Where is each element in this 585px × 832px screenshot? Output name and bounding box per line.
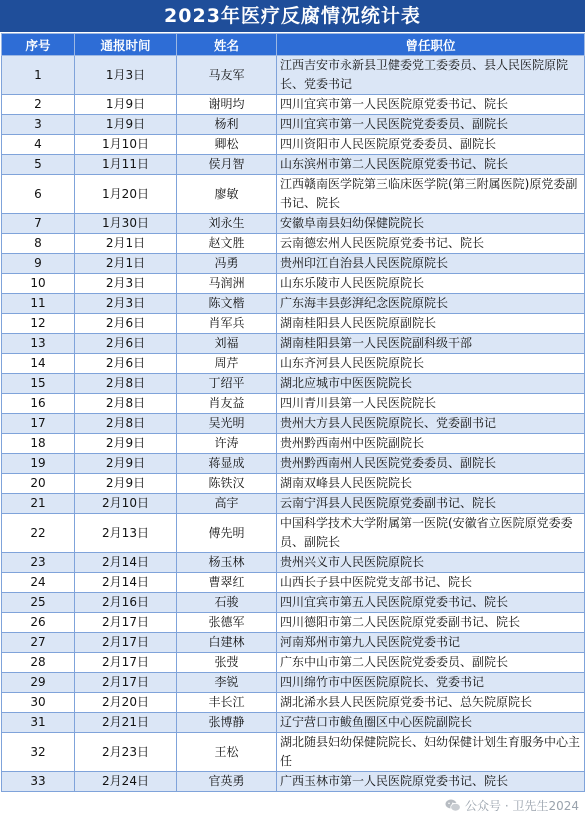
row-name: 张德军 [177, 613, 277, 633]
table-row [2, 274, 585, 294]
row-date: 2月23日 [75, 733, 177, 772]
row-date: 2月16日 [75, 593, 177, 613]
row-position: 贵州兴义市人民医院原院长 [277, 553, 585, 573]
row-date: 1月9日 [75, 95, 177, 115]
table-row [2, 354, 585, 374]
row-date: 2月21日 [75, 713, 177, 733]
row-index: 7 [2, 214, 75, 234]
table-row [2, 593, 585, 613]
row-index: 1 [2, 56, 75, 95]
row-date: 2月13日 [75, 514, 177, 553]
row-name: 杨利 [177, 115, 277, 135]
table-row [2, 514, 585, 553]
row-index: 25 [2, 593, 75, 613]
row-index: 20 [2, 474, 75, 494]
row-index: 30 [2, 693, 75, 713]
row-index: 26 [2, 613, 75, 633]
row-position: 湖北应城市中医医院院长 [277, 374, 585, 394]
row-date: 2月24日 [75, 772, 177, 792]
row-name: 谢明均 [177, 95, 277, 115]
row-name: 肖军兵 [177, 314, 277, 334]
row-position: 贵州黔西南州人民医院党委委员、副院长 [277, 454, 585, 474]
row-position: 广东中山市第二人民医院党委委员、副院长 [277, 653, 585, 673]
row-index: 29 [2, 673, 75, 693]
row-name: 傅先明 [177, 514, 277, 553]
row-position: 江西赣南医学院第三临床医学院(第三附属医院)原党委副书记、院长 [277, 175, 585, 214]
row-index: 23 [2, 553, 75, 573]
row-index: 5 [2, 155, 75, 175]
row-name: 陈铁汉 [177, 474, 277, 494]
row-date: 1月10日 [75, 135, 177, 155]
header-position: 曾任职位 [277, 34, 585, 56]
row-name: 吴光明 [177, 414, 277, 434]
table-row [2, 633, 585, 653]
row-position: 贵州黔西南州中医院副院长 [277, 434, 585, 454]
row-position: 四川德阳市第二人民医院原党委副书记、院长 [277, 613, 585, 633]
row-date: 2月3日 [75, 274, 177, 294]
table-row [2, 693, 585, 713]
row-index: 21 [2, 494, 75, 514]
row-index: 6 [2, 175, 75, 214]
table-row [2, 673, 585, 693]
header-row [2, 34, 585, 56]
table-row [2, 474, 585, 494]
row-date: 2月17日 [75, 613, 177, 633]
row-date: 2月17日 [75, 653, 177, 673]
table-row [2, 135, 585, 155]
row-index: 9 [2, 254, 75, 274]
row-index: 12 [2, 314, 75, 334]
row-position: 辽宁营口市鲅鱼圈区中心医院副院长 [277, 713, 585, 733]
table-row [2, 234, 585, 254]
row-index: 32 [2, 733, 75, 772]
row-position: 湖北随县妇幼保健院院长、妇幼保健计划生育服务中心主任 [277, 733, 585, 772]
row-date: 2月14日 [75, 573, 177, 593]
row-index: 16 [2, 394, 75, 414]
table-row [2, 214, 585, 234]
row-date: 2月6日 [75, 354, 177, 374]
row-index: 22 [2, 514, 75, 553]
row-name: 蒋显成 [177, 454, 277, 474]
row-date: 2月17日 [75, 633, 177, 653]
row-position: 山东乐陵市人民医院原院长 [277, 274, 585, 294]
row-position: 贵州印江自治县人民医院原院长 [277, 254, 585, 274]
row-name: 肖友益 [177, 394, 277, 414]
table-row [2, 294, 585, 314]
row-name: 张博静 [177, 713, 277, 733]
row-position: 四川资阳市人民医院原党委委员、副院长 [277, 135, 585, 155]
header-name: 姓名 [177, 34, 277, 56]
row-position: 湖南桂阳县第一人民医院副科级干部 [277, 334, 585, 354]
row-position: 广西玉林市第一人民医院原党委书记、院长 [277, 772, 585, 792]
row-name: 侯月智 [177, 155, 277, 175]
row-index: 15 [2, 374, 75, 394]
row-position: 安徽阜南县妇幼保健院院长 [277, 214, 585, 234]
row-date: 2月1日 [75, 234, 177, 254]
table-row [2, 653, 585, 673]
row-index: 2 [2, 95, 75, 115]
table-row [2, 155, 585, 175]
row-index: 14 [2, 354, 75, 374]
table-row [2, 553, 585, 573]
row-position: 四川青川县第一人民医院院长 [277, 394, 585, 414]
row-position: 湖南桂阳县人民医院原副院长 [277, 314, 585, 334]
row-position: 湖北浠水县人民医院原党委书记、总矢院原院长 [277, 693, 585, 713]
row-position: 广东海丰县彭湃纪念医院原院长 [277, 294, 585, 314]
header-index: 序号 [2, 34, 75, 56]
table-row [2, 772, 585, 792]
row-name: 卿松 [177, 135, 277, 155]
watermark-text: 公众号 · 卫先生2024 [465, 799, 579, 813]
row-index: 11 [2, 294, 75, 314]
row-date: 2月9日 [75, 454, 177, 474]
row-name: 丰长江 [177, 693, 277, 713]
row-name: 官英勇 [177, 772, 277, 792]
row-position: 四川绵竹市中医医院原院长、党委书记 [277, 673, 585, 693]
row-name: 周芹 [177, 354, 277, 374]
row-name: 廖敏 [177, 175, 277, 214]
table-row [2, 374, 585, 394]
row-index: 17 [2, 414, 75, 434]
row-name: 陈文楷 [177, 294, 277, 314]
row-name: 刘福 [177, 334, 277, 354]
table-row [2, 394, 585, 414]
row-date: 2月8日 [75, 374, 177, 394]
table-row [2, 733, 585, 772]
row-date: 2月14日 [75, 553, 177, 573]
row-index: 4 [2, 135, 75, 155]
row-date: 1月11日 [75, 155, 177, 175]
row-date: 1月30日 [75, 214, 177, 234]
row-position: 云南宁洱县人民医院原党委副书记、院长 [277, 494, 585, 514]
row-name: 李锐 [177, 673, 277, 693]
row-name: 白建林 [177, 633, 277, 653]
row-index: 13 [2, 334, 75, 354]
table-row [2, 713, 585, 733]
row-name: 刘永生 [177, 214, 277, 234]
row-date: 2月6日 [75, 314, 177, 334]
row-index: 8 [2, 234, 75, 254]
table-row [2, 414, 585, 434]
row-name: 丁绍平 [177, 374, 277, 394]
row-position: 山东滨州市第二人民医院原党委书记、院长 [277, 155, 585, 175]
row-position: 中国科学技术大学附属第一医院(安徽省立医院原党委委员、副院长 [277, 514, 585, 553]
row-name: 许涛 [177, 434, 277, 454]
table-title: 2023年医疗反腐情况统计表 [0, 0, 585, 32]
row-position: 河南郑州市第九人民医院党委书记 [277, 633, 585, 653]
table-row [2, 494, 585, 514]
row-index: 31 [2, 713, 75, 733]
row-date: 2月1日 [75, 254, 177, 274]
table-body [2, 56, 585, 792]
row-position: 山东齐河县人民医院原院长 [277, 354, 585, 374]
row-name: 赵文胜 [177, 234, 277, 254]
row-index: 10 [2, 274, 75, 294]
row-date: 2月6日 [75, 334, 177, 354]
row-name: 高宇 [177, 494, 277, 514]
row-index: 24 [2, 573, 75, 593]
row-date: 2月8日 [75, 394, 177, 414]
table-row [2, 175, 585, 214]
wechat-icon [445, 799, 461, 812]
row-index: 28 [2, 653, 75, 673]
row-name: 马友军 [177, 56, 277, 95]
header-date: 通报时间 [75, 34, 177, 56]
table-row [2, 314, 585, 334]
row-name: 杨玉林 [177, 553, 277, 573]
row-date: 2月8日 [75, 414, 177, 434]
row-date: 1月9日 [75, 115, 177, 135]
row-index: 19 [2, 454, 75, 474]
watermark [445, 797, 579, 814]
row-index: 27 [2, 633, 75, 653]
table-row [2, 613, 585, 633]
statistics-table [1, 33, 585, 792]
row-position: 山西长子县中医院党支部书记、院长 [277, 573, 585, 593]
table-row [2, 56, 585, 95]
row-position: 四川宜宾市第一人民医院党委委员、副院长 [277, 115, 585, 135]
table-row [2, 434, 585, 454]
row-date: 2月10日 [75, 494, 177, 514]
row-index: 3 [2, 115, 75, 135]
table-row [2, 254, 585, 274]
row-name: 张弢 [177, 653, 277, 673]
row-position: 湖南双峰县人民医院院长 [277, 474, 585, 494]
row-date: 1月20日 [75, 175, 177, 214]
row-position: 云南德宏州人民医院原党委书记、院长 [277, 234, 585, 254]
row-date: 2月20日 [75, 693, 177, 713]
row-position: 贵州大方县人民医院原院长、党委副书记 [277, 414, 585, 434]
table-row [2, 95, 585, 115]
table-row [2, 573, 585, 593]
row-date: 2月9日 [75, 474, 177, 494]
row-date: 2月17日 [75, 673, 177, 693]
table-row [2, 334, 585, 354]
row-position: 四川宜宾市第五人民医院原党委书记、院长 [277, 593, 585, 613]
row-index: 18 [2, 434, 75, 454]
row-position: 四川宜宾市第一人民医院原党委书记、院长 [277, 95, 585, 115]
row-name: 石骏 [177, 593, 277, 613]
row-name: 马润洲 [177, 274, 277, 294]
table-row [2, 115, 585, 135]
row-name: 王松 [177, 733, 277, 772]
row-name: 曹翠红 [177, 573, 277, 593]
row-date: 2月3日 [75, 294, 177, 314]
table-row [2, 454, 585, 474]
row-date: 1月3日 [75, 56, 177, 95]
row-index: 33 [2, 772, 75, 792]
row-position: 江西吉安市永新县卫健委党工委委员、县人民医院原院长、党委书记 [277, 56, 585, 95]
row-date: 2月9日 [75, 434, 177, 454]
row-name: 冯勇 [177, 254, 277, 274]
